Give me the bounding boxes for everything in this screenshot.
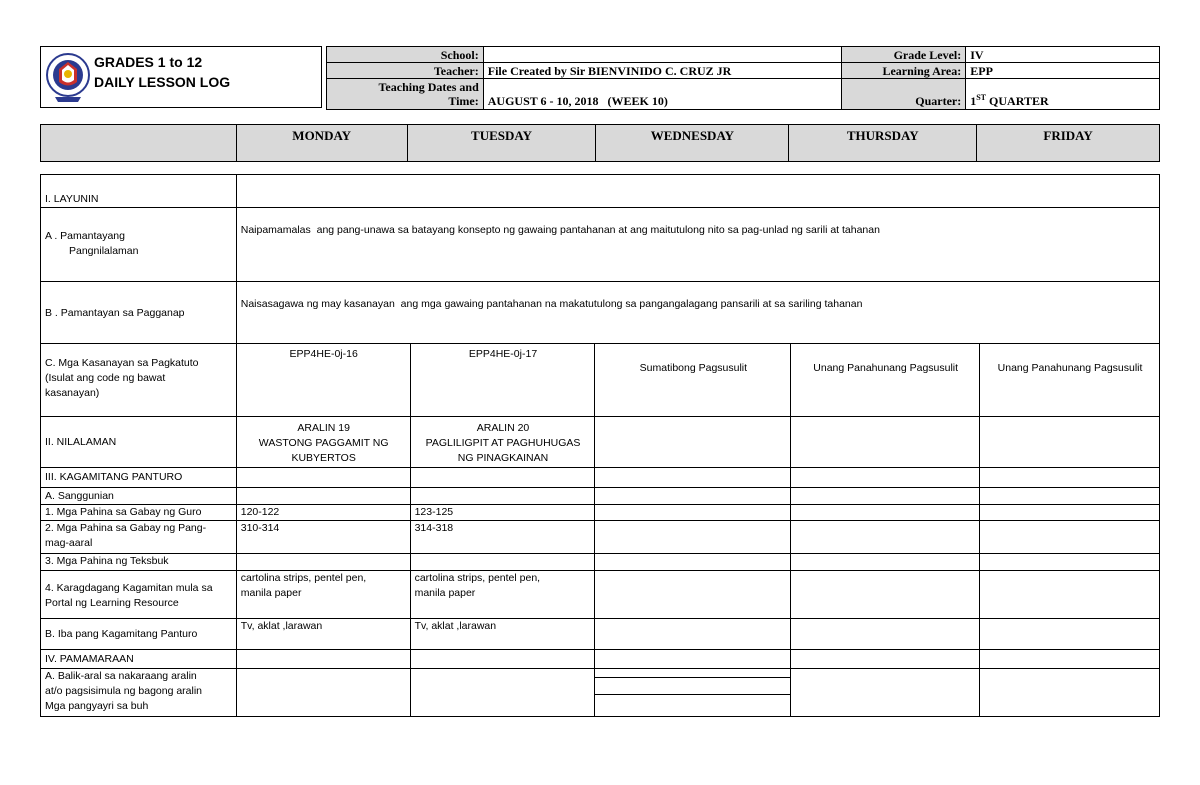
karagdagan-tuesday-line1: cartolina strips, pentel pen, <box>414 572 541 584</box>
teaching-dates-value <box>483 79 842 110</box>
balik-aral-wednesday-divider-1 <box>595 677 790 678</box>
kagamitan-wednesday <box>595 468 791 488</box>
title-grades: GRADES 1 to 12 <box>94 54 203 70</box>
pamantayang-label-line2: Pangnilalaman <box>69 245 139 257</box>
nilalaman-label: II. NILALAMAN <box>41 417 237 468</box>
kasanayan-wednesday: Sumatibong Pagsusulit <box>595 344 791 417</box>
kasanayan-thursday: Unang Panahunang Pagsusulit <box>791 344 980 417</box>
pagganap-label: B . Pamantayan sa Pagganap <box>41 282 237 344</box>
iba-friday <box>980 619 1160 650</box>
pamamaraan-friday <box>980 650 1160 669</box>
nilalaman-wednesday <box>595 417 791 468</box>
teksbuk-tuesday <box>410 554 595 571</box>
iba-wednesday <box>595 619 791 650</box>
grade-level-label: Grade Level: <box>842 47 966 63</box>
learning-area-value: EPP <box>966 63 1160 79</box>
kasanayan-monday: EPP4HE-0j-16 <box>236 344 410 417</box>
balik-aral-wednesday-divider-2 <box>595 694 790 695</box>
nilalaman-tuesday-line3: NG PINAGKAINAN <box>457 452 549 464</box>
teaching-dates-label <box>327 79 484 110</box>
title-daily-lesson-log: DAILY LESSON LOG <box>94 74 231 90</box>
quarter-text: QUARTER <box>986 94 1049 108</box>
sanggunian-monday <box>236 488 410 505</box>
karagdagan-tuesday <box>410 571 595 619</box>
nilalaman-monday <box>236 417 410 468</box>
kasanayan-tuesday: EPP4HE-0j-17 <box>410 344 595 417</box>
nilalaman-monday-line2: WASTONG PAGGAMIT NG <box>258 437 389 449</box>
balik-aral-label <box>41 669 237 717</box>
gabay-guro-wednesday <box>595 505 791 521</box>
teaching-dates-label-line1: Teaching Dates and <box>378 80 479 94</box>
gabay-guro-tuesday: 123-125 <box>410 505 595 521</box>
kasanayan-friday: Unang Panahunang Pagsusulit <box>980 344 1160 417</box>
lesson-log-table <box>40 174 1160 717</box>
balik-aral-label-line2: at/o pagsisimula ng bagong aralin <box>45 685 203 697</box>
teacher-value: File Created by Sir BIENVINIDO C. CRUZ JR <box>483 63 842 79</box>
pamamaraan-label: IV. PAMAMARAAN <box>41 650 237 669</box>
teksbuk-wednesday <box>595 554 791 571</box>
balik-aral-friday <box>980 669 1160 717</box>
deped-seal-icon <box>45 49 91 105</box>
gabay-mag-aaral-monday: 310-314 <box>236 521 410 554</box>
balik-aral-wednesday <box>595 669 791 717</box>
karagdagan-monday-line1: cartolina strips, pentel pen, <box>240 572 367 584</box>
quarter-number: 1 <box>970 94 977 108</box>
pamantayang-label-line1: A . Pamantayang <box>45 230 125 242</box>
kasanayan-label <box>41 344 237 417</box>
sanggunian-friday <box>980 488 1160 505</box>
day-header-table <box>40 124 1160 162</box>
iba-tuesday: Tv, aklat ,larawan <box>410 619 595 650</box>
pamamaraan-monday <box>236 650 410 669</box>
day-wednesday: WEDNESDAY <box>596 125 789 162</box>
layunin-value <box>236 175 1159 208</box>
karagdagan-tuesday-line2: manila paper <box>414 587 476 599</box>
gabay-mag-aaral-wednesday <box>595 521 791 554</box>
pamamaraan-thursday <box>791 650 980 669</box>
karagdagan-label-line1: 4. Karagdagang Kagamitan mula sa <box>45 582 213 594</box>
pamantayang-label <box>41 208 237 282</box>
day-tuesday: TUESDAY <box>407 125 596 162</box>
header-info-table <box>326 46 1160 110</box>
balik-aral-thursday <box>791 669 980 717</box>
teacher-label: Teacher: <box>327 63 484 79</box>
layunin-label: I. LAYUNIN <box>41 175 237 208</box>
sanggunian-wednesday <box>595 488 791 505</box>
teksbuk-thursday <box>791 554 980 571</box>
pamamaraan-wednesday <box>595 650 791 669</box>
pamamaraan-tuesday <box>410 650 595 669</box>
gabay-guro-monday: 120-122 <box>236 505 410 521</box>
gabay-mag-aaral-tuesday: 314-318 <box>410 521 595 554</box>
nilalaman-monday-line3: KUBYERTOS <box>291 452 356 464</box>
gabay-mag-aaral-label <box>41 521 237 554</box>
gabay-mag-aaral-label-line1: 2. Mga Pahina sa Gabay ng Pang- <box>45 522 207 534</box>
karagdagan-monday-line2: manila paper <box>240 587 302 599</box>
sanggunian-tuesday <box>410 488 595 505</box>
pamantayang-value: Naipamamalas ang pang-unawa sa batayang konsepto ng gawaing pantahanan at ang maitutulong nito sa pag-unlad ng sarili at tahanan <box>236 208 1159 282</box>
nilalaman-monday-line1: ARALIN 19 <box>297 422 350 434</box>
kagamitan-friday <box>980 468 1160 488</box>
kasanayan-label-line1: C. Mga Kasanayan sa Pagkatuto <box>45 357 199 369</box>
day-monday: MONDAY <box>236 125 407 162</box>
pagganap-value: Naisasagawa ng may kasanayan ang mga gawaing pantahanan na makatutulong sa pangangalagang pansarili at sa sariling tahanan <box>236 282 1159 344</box>
balik-aral-label-line3: Mga pangyayri sa buh <box>45 700 149 712</box>
nilalaman-thursday <box>791 417 980 468</box>
gabay-mag-aaral-friday <box>980 521 1160 554</box>
day-header-blank <box>41 125 237 162</box>
kagamitan-monday <box>236 468 410 488</box>
teaching-dates-text: AUGUST 6 - 10, 2018 (WEEK 10) <box>487 94 668 108</box>
kagamitan-label: III. KAGAMITANG PANTURO <box>41 468 237 488</box>
karagdagan-label <box>41 571 237 619</box>
nilalaman-tuesday-line2: PAGLILIGPIT AT PAGHUHUGAS <box>425 437 581 449</box>
nilalaman-tuesday <box>410 417 595 468</box>
kasanayan-label-line3: kasanayan) <box>45 387 100 399</box>
quarter-value <box>966 79 1160 110</box>
nilalaman-tuesday-line1: ARALIN 20 <box>476 422 530 434</box>
gabay-mag-aaral-label-line2: mag-aaral <box>45 537 93 549</box>
gabay-guro-friday <box>980 505 1160 521</box>
kagamitan-thursday <box>791 468 980 488</box>
iba-label: B. Iba pang Kagamitang Panturo <box>41 619 237 650</box>
balik-aral-label-line1: A. Balik-aral sa nakaraang aralin <box>45 670 197 682</box>
grade-level-value: IV <box>966 47 1160 63</box>
kasanayan-label-line2: (Isulat ang code ng bawat <box>45 372 166 384</box>
quarter-label: Quarter: <box>842 79 966 110</box>
teaching-dates-label-line2: Time: <box>448 94 479 108</box>
iba-monday: Tv, aklat ,larawan <box>236 619 410 650</box>
sanggunian-thursday <box>791 488 980 505</box>
karagdagan-thursday <box>791 571 980 619</box>
iba-thursday <box>791 619 980 650</box>
day-thursday: THURSDAY <box>789 125 977 162</box>
karagdagan-monday <box>236 571 410 619</box>
nilalaman-friday <box>980 417 1160 468</box>
school-value <box>483 47 842 63</box>
karagdagan-label-line2: Portal ng Learning Resource <box>45 597 179 609</box>
balik-aral-monday <box>236 669 410 717</box>
teksbuk-monday <box>236 554 410 571</box>
quarter-superscript: ST <box>976 93 987 102</box>
karagdagan-wednesday <box>595 571 791 619</box>
day-friday: FRIDAY <box>977 125 1160 162</box>
teksbuk-friday <box>980 554 1160 571</box>
school-label: School: <box>327 47 484 63</box>
gabay-mag-aaral-thursday <box>791 521 980 554</box>
kagamitan-tuesday <box>410 468 595 488</box>
learning-area-label: Learning Area: <box>842 63 966 79</box>
karagdagan-friday <box>980 571 1160 619</box>
gabay-guro-label: 1. Mga Pahina sa Gabay ng Guro <box>41 505 237 521</box>
teksbuk-label: 3. Mga Pahina ng Teksbuk <box>41 554 237 571</box>
balik-aral-tuesday <box>410 669 595 717</box>
gabay-guro-thursday <box>791 505 980 521</box>
sanggunian-label: A. Sanggunian <box>41 488 237 505</box>
